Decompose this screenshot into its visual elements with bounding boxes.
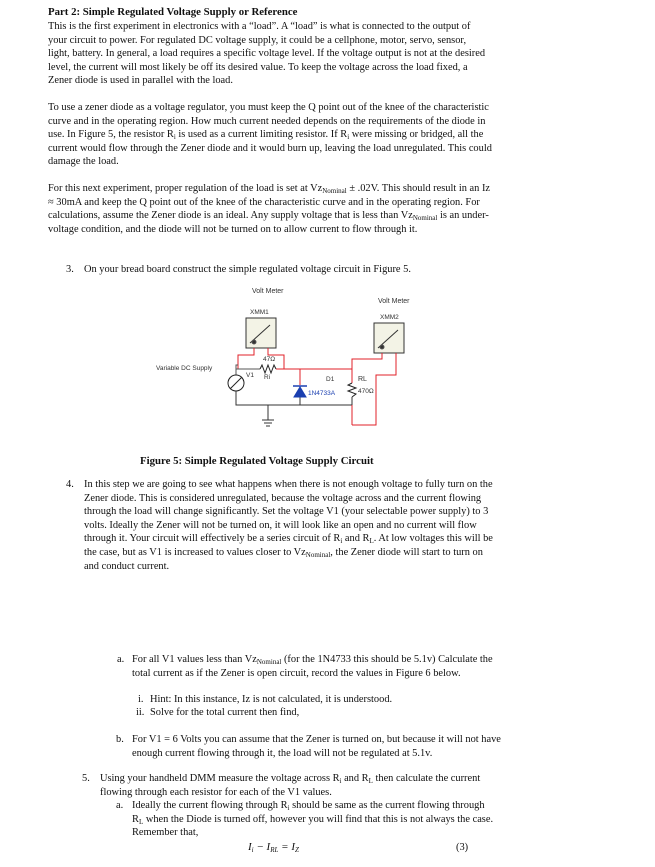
supply-label: Variable DC Supply (156, 365, 213, 372)
step-4a-ii-label: ii. (136, 707, 145, 718)
step-4b-label: b. (116, 734, 124, 745)
step-4a-ii-text: Solve for the total current then find, (150, 707, 300, 718)
step-5a-text: Ideally the current flowing through $R_i$ should be same as the current flowing through $R_L$ when the Diode is turned off, however you will find that this is not always the case. Remember that, (132, 800, 494, 839)
resistor-rl (348, 383, 356, 397)
step-4a-i-text: Hint: In this instance, Iz is not calculated, it is understood. (150, 694, 393, 705)
step-3-number: 3. (66, 264, 74, 275)
meter-1-title: Volt Meter (252, 288, 284, 295)
step-4a-label: a. (117, 654, 125, 665)
step-4-text: In this step we are going to see what happens when there is not enough voltage to fully turn on the Zener diode. This is considered unregulated, because the voltage across and the current flowing through the load will change significantly. Set the voltage V1 (your selectable power supply) to 3 volts. Ideally the Zener will not be turned on, it will look like an open and no current will flow through it. Your circuit will effectively be a series circuit of $R_i$ and $R_L$. At low voltages this will be the case, but as V1 is increased to values closer to $Vz_{Nominal}$, the Zener diode will start to turn on and conduct current. (84, 479, 493, 572)
ri-label: Ri (264, 374, 271, 381)
intro-paragraph: This is the first experiment in electronics with a “load”. A “load” is what is connected to the output of your circuit to power. For regulated DC voltage supply, it could be a cellphone, motor, servo, sensor, light, battery. In general, a load requires a specific voltage level. If the voltage output is not at the desired level, the current will most likely be off its desired value. To keep the voltage across the load fixed, a Zener diode is used in parallel with the load. (48, 21, 486, 87)
step-5a-label: a. (116, 800, 124, 811)
d1-label: D1 (326, 376, 335, 383)
meter-2-id: XMM2 (380, 314, 399, 321)
step-5-text: Using your handheld DMM measure the voltage across $R_i$ and $R_L$ then calculate the current flowing through each resistor for each of the V1 values. (100, 773, 481, 798)
rl-label: RL (358, 376, 367, 383)
ri-value: 47Ω (263, 356, 276, 363)
diode-part-label: 1N4733A (308, 390, 336, 397)
section-heading: Part 2: Simple Regulated Voltage Supply or Reference (48, 6, 298, 18)
step-4b-text: For V1 = 6 Volts you can assume that the Zener is turned on, but because it will not have enough current flowing through it, the load will not be regulated at 5.1v. (132, 734, 501, 759)
step-4-number: 4. (66, 479, 74, 490)
zener-diode-icon (294, 387, 306, 397)
resistor-ri (260, 365, 276, 373)
zener-regulator-paragraph: To use a zener diode as a voltage regulator, you must keep the Q point out of the knee of the characteristic curve and in the operating region. How much current needed depends on the requirements of the diode in use. In Figure 5, the resistor $R_i$ is used as a current limiting resistor. If $R_i$ were missing or bridged, all the current would flow through the Zener diode and it would burn up, leaving the load unregulated. This could damage the load. (48, 102, 492, 168)
rl-value: 470Ω (358, 388, 374, 395)
step-3-text: On your bread board construct the simple regulated voltage circuit in Figure 5. (84, 264, 411, 275)
circuit-diagram (140, 285, 470, 445)
equation-3: $I_i - I_{RL} = I_Z$ (248, 841, 299, 854)
step-4a-text: For all V1 values less than $Vz_{Nominal}$ (for the 1N4733 this should be 5.1v) Calculate the total current as if the Zener is open circuit, record the values in Figure 6 below. (132, 654, 493, 679)
step-5-number: 5. (82, 773, 90, 784)
meter-1-id: XMM1 (250, 309, 269, 316)
v1-label: V1 (246, 372, 254, 379)
figure-caption: Figure 5: Simple Regulated Voltage Supply Circuit (140, 455, 374, 467)
meter-2-title: Volt Meter (378, 298, 410, 305)
regulation-paragraph: For this next experiment, proper regulation of the load is set at $Vz_{Nominal} \pm .02V$. This should result in an Iz ≈ 30mA and keep the Q point out of the knee of the characteristic curve and in the operating region. For calculations, assume the Zener diode is an ideal. Any supply voltage that is less than $Vz_{Nominal}$ is an under-voltage condition, and the diode will not be turned on to allow current to flow through it. (48, 183, 491, 235)
step-4a-i-label: i. (138, 694, 144, 705)
equation-number: (3) (456, 842, 469, 853)
